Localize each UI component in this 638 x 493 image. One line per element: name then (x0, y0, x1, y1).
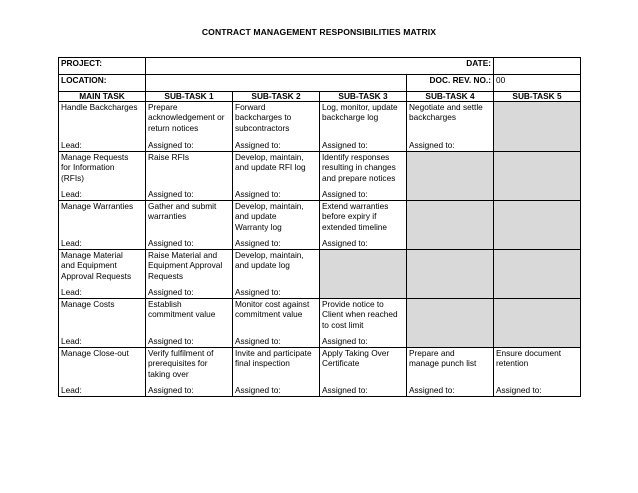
sub-task-text: subcontractors (235, 122, 290, 133)
assigned-to-label: Assigned to: (322, 384, 368, 395)
assigned-to-label: Assigned to: (148, 188, 194, 199)
sub-task-cell (494, 299, 581, 348)
sub-task-text: Verify fulfilment of (148, 348, 214, 358)
sub-task-cell (320, 250, 407, 299)
assigned-to-label: Assigned to: (148, 335, 194, 346)
sub-task-text: manage punch list (409, 358, 477, 369)
sub-task-text: resulting in changes (322, 162, 396, 173)
column-header: SUB-TASK 4 (407, 92, 494, 102)
sub-task-text: Extend warranties (322, 201, 389, 211)
sub-task-text: Invite and participate (235, 348, 312, 358)
sub-task-text: Prepare and (409, 348, 455, 358)
sub-task-text: Raise RFIs (148, 152, 190, 162)
main-task-text: for Information (61, 162, 115, 173)
lead-label: Lead: (61, 286, 82, 297)
sub-task-text: Gather and submit (148, 201, 217, 211)
task-row (59, 348, 581, 397)
sub-task-text: Forward (235, 102, 266, 112)
sub-task-text: Provide notice to (322, 299, 384, 309)
assigned-to-label: Assigned to: (322, 237, 368, 248)
location-row (59, 75, 581, 92)
sub-task-cell (320, 299, 407, 348)
sub-task-cell (146, 250, 233, 299)
assigned-to-label: Assigned to: (235, 139, 281, 150)
sub-task-cell (407, 299, 494, 348)
sub-task-text: Monitor cost against (235, 299, 310, 309)
column-header: SUB-TASK 2 (233, 92, 320, 102)
date-value[interactable] (494, 58, 581, 75)
column-header: MAIN TASK (59, 92, 146, 102)
main-task-text: Manage Costs (61, 299, 115, 309)
assigned-to-label: Assigned to: (148, 286, 194, 297)
assigned-to-label: Assigned to: (322, 188, 368, 199)
sub-task-text: acknowledgement or (148, 112, 225, 123)
sub-task-text: taking over (148, 368, 189, 379)
lead-label: Lead: (61, 384, 82, 395)
sub-task-text: Client when reached (322, 309, 398, 320)
main-task-text: Manage Requests (61, 152, 129, 162)
assigned-to-label: Assigned to: (148, 139, 194, 150)
sub-task-text: Develop, maintain, (235, 152, 304, 162)
assigned-to-label: Assigned to: (235, 335, 281, 346)
sub-task-text: extended timeline (322, 221, 388, 232)
assigned-to-label: Assigned to: (235, 237, 281, 248)
sub-task-text: and update log (235, 260, 290, 271)
sub-task-text: Equipment Approval (148, 260, 223, 271)
document-title: CONTRACT MANAGEMENT RESPONSIBILITIES MATRIX (201, 27, 437, 37)
sub-task-text: to cost limit (322, 319, 364, 330)
column-header-row (59, 92, 581, 102)
sub-task-text: backcharges (409, 112, 457, 123)
sub-task-text: Develop, maintain, (235, 250, 304, 260)
main-task-cell (59, 102, 146, 152)
sub-task-text: Ensure document (496, 348, 562, 358)
sub-task-cell (407, 152, 494, 201)
location-label: LOCATION: (59, 75, 146, 92)
main-task-text: Approval Requests (61, 270, 132, 281)
sub-task-text: final inspection (235, 358, 290, 369)
sub-task-text: Raise Material and (148, 250, 218, 260)
sub-task-text: Identify responses (322, 152, 390, 162)
column-header: SUB-TASK 5 (494, 92, 581, 102)
sub-task-text: Warranty log (235, 221, 282, 232)
sub-task-text: commitment value (148, 309, 216, 320)
sub-task-text: Certificate (322, 358, 360, 369)
sub-task-cell (494, 250, 581, 299)
sub-task-text: Log, monitor, update (322, 102, 398, 112)
sub-task-text: return notices (148, 122, 199, 133)
assigned-to-label: Assigned to: (148, 237, 194, 248)
assigned-to-label: Assigned to: (235, 188, 281, 199)
responsibilities-matrix (58, 57, 581, 397)
sub-task-text: backcharge log (322, 112, 379, 123)
main-task-cell (59, 152, 146, 201)
main-task-text: Manage Close-out (61, 348, 129, 358)
sub-task-cell (233, 201, 320, 250)
sub-task-cell (233, 348, 320, 397)
sub-task-text: Negotiate and settle (409, 102, 483, 112)
sub-task-cell (494, 348, 581, 397)
sub-task-text: before expiry if (322, 211, 377, 222)
assigned-to-label: Assigned to: (235, 286, 281, 297)
task-row (59, 250, 581, 299)
sub-task-cell (494, 201, 581, 250)
sub-task-cell (407, 250, 494, 299)
project-row (59, 58, 581, 75)
main-task-text: (RFIs) (61, 172, 85, 183)
main-task-cell (59, 348, 146, 397)
sub-task-cell (233, 152, 320, 201)
assigned-to-label: Assigned to: (496, 384, 542, 395)
sub-task-cell (233, 102, 320, 152)
column-header: SUB-TASK 3 (320, 92, 407, 102)
doc-rev-value[interactable]: 00 (494, 75, 581, 92)
column-header: SUB-TASK 1 (146, 92, 233, 102)
sub-task-cell (233, 250, 320, 299)
doc-rev-label: DOC. REV. NO.: (407, 75, 494, 92)
assigned-to-label: Assigned to: (409, 139, 455, 150)
sub-task-cell (407, 201, 494, 250)
sub-task-text: Establish (148, 299, 182, 309)
main-task-text: Manage Warranties (61, 201, 134, 211)
sub-task-text: and update RFI log (235, 162, 306, 173)
sub-task-cell (407, 102, 494, 152)
task-row (59, 299, 581, 348)
sub-task-cell (407, 348, 494, 397)
sub-task-cell (146, 299, 233, 348)
sub-task-text: retention (496, 358, 529, 369)
sub-task-text: Prepare (148, 102, 178, 112)
lead-label: Lead: (61, 335, 82, 346)
sub-task-text: Develop, maintain, (235, 201, 304, 211)
location-value[interactable] (146, 75, 407, 92)
date-label: DATE: (146, 58, 494, 75)
lead-label: Lead: (61, 237, 82, 248)
assigned-to-label: Assigned to: (148, 384, 194, 395)
project-label: PROJECT: (59, 58, 146, 75)
task-row (59, 152, 581, 201)
sub-task-text: prerequisites for (148, 358, 208, 369)
sub-task-text: backcharges to (235, 112, 292, 123)
task-row (59, 102, 581, 152)
assigned-to-label: Assigned to: (322, 335, 368, 346)
sub-task-text: commitment value (235, 309, 303, 320)
sub-task-cell (320, 102, 407, 152)
main-task-cell (59, 299, 146, 348)
sub-task-cell (494, 152, 581, 201)
assigned-to-label: Assigned to: (235, 384, 281, 395)
sub-task-text: warranties (148, 211, 187, 222)
sub-task-text: Requests (148, 270, 184, 281)
sub-task-cell (233, 299, 320, 348)
assigned-to-label: Assigned to: (409, 384, 455, 395)
sub-task-cell (146, 201, 233, 250)
sub-task-cell (146, 348, 233, 397)
lead-label: Lead: (61, 188, 82, 199)
assigned-to-label: Assigned to: (322, 139, 368, 150)
main-task-cell (59, 201, 146, 250)
main-task-text: and Equipment (61, 260, 117, 271)
sub-task-cell (320, 348, 407, 397)
sub-task-cell (494, 102, 581, 152)
main-task-cell (59, 250, 146, 299)
task-row (59, 201, 581, 250)
main-task-text: Manage Material (61, 250, 123, 260)
sub-task-cell (146, 152, 233, 201)
sub-task-text: Apply Taking Over (322, 348, 390, 358)
sub-task-text: and prepare notices (322, 172, 396, 183)
lead-label: Lead: (61, 139, 82, 150)
sub-task-cell (320, 201, 407, 250)
sub-task-cell (320, 152, 407, 201)
main-task-text: Handle Backcharges (61, 102, 138, 112)
sub-task-cell (146, 102, 233, 152)
sub-task-text: and update (235, 211, 277, 222)
